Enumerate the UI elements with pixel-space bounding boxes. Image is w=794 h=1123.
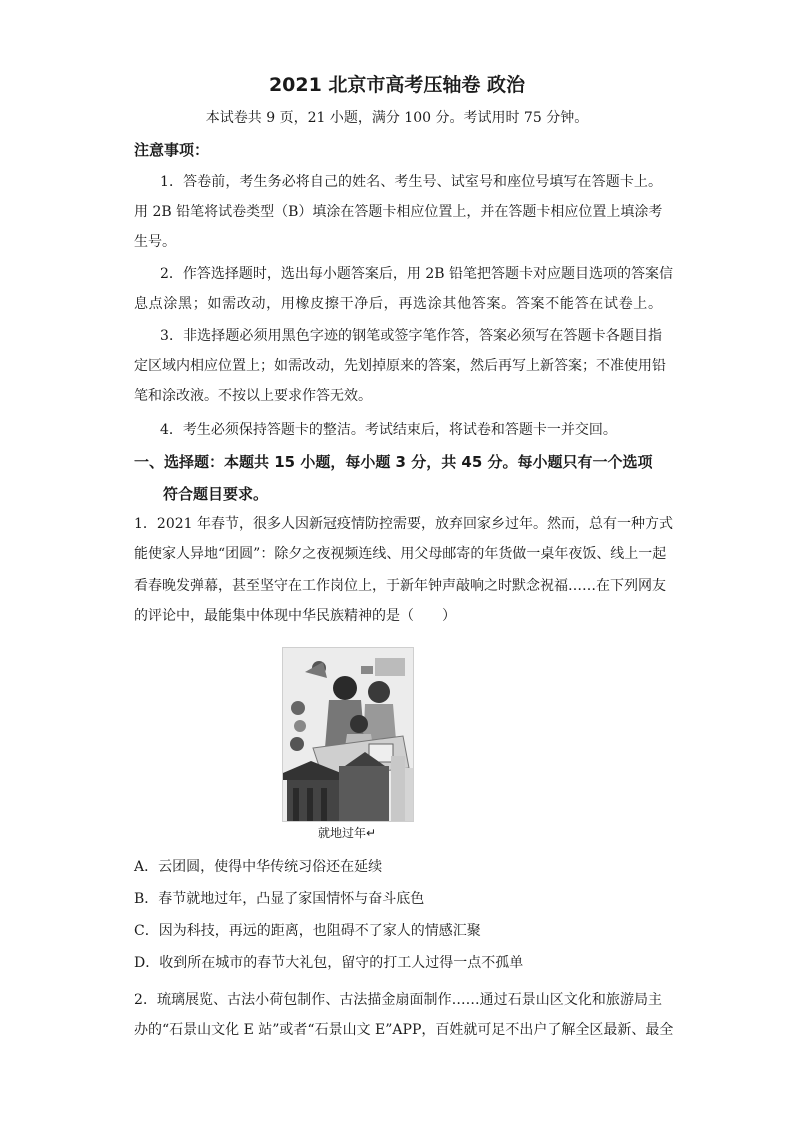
question-1-stem: 看春晚发弹幕，甚至坚守在工作岗位上，于新年钟声敲响之时默念祝福……在下列网友 xyxy=(134,578,666,594)
question-1-stem: 的评论中，最能集中体现中华民族精神的是（ ） xyxy=(134,608,456,624)
option-b: B．春节就地过年，凸显了家国情怀与奋斗底色 xyxy=(134,891,425,907)
question-2-stem: 办的“石景山文化 E 站”或者“石景山文 E”APP，百姓就可足不出户了解全区最新、最全 xyxy=(134,1022,674,1038)
option-d: D．收到所在城市的春节大礼包，留守的打工人过得一点不孤单 xyxy=(134,955,524,971)
exam-subtitle: 本试卷共 9 页，21 小题，满分 100 分。考试用时 75 分钟。 xyxy=(205,110,589,126)
notice-line: 笔和涂改液。不按以上要求作答无效。 xyxy=(134,388,372,404)
exam-title: 2021 北京市高考压轴卷 政治 xyxy=(268,74,526,96)
figure-caption: 就地过年↵ xyxy=(317,826,377,840)
section-heading: 一、选择题：本题共 15 小题，每小题 3 分，共 45 分。每小题只有一个选项 xyxy=(134,453,653,471)
notice-line: 4．考生必须保持答题卡的整洁。考试结束后，将试卷和答题卡一并交回。 xyxy=(160,422,617,438)
question-2-stem: 2．琉璃展览、古法小荷包制作、古法描金扇面制作……通过石景山区文化和旅游局主 xyxy=(134,992,662,1008)
family-new-year-illustration xyxy=(283,648,413,821)
notice-line: 息点涂黑；如需改动，用橡皮擦干净后，再选涂其他答案。答案不能答在试卷上。 xyxy=(134,296,662,312)
notice-line: 用 2B 铅笔将试卷类型（B）填涂在答题卡相应位置上，并在答题卡相应位置上填涂考 xyxy=(134,204,663,220)
section-heading-cont: 符合题目要求。 xyxy=(163,485,269,503)
notice-line: 1．答卷前，考生务必将自己的姓名、考生号、试室号和座位号填写在答题卡上。 xyxy=(160,174,662,190)
option-c: C．因为科技，再远的距离，也阻碍不了家人的情感汇聚 xyxy=(134,923,481,939)
notice-line: 2．作答选择题时，选出每小题答案后，用 2B 铅笔把答题卡对应题目选项的答案信 xyxy=(160,266,674,282)
question-1-stem: 1．2021 年春节，很多人因新冠疫情防控需要，放弃回家乡过年。然而，总有一种方式 xyxy=(134,516,673,532)
notice-line: 生号。 xyxy=(134,234,176,250)
question-1-stem: 能使家人异地“团圆”：除夕之夜视频连线、用父母邮寄的年货做一桌年夜饭、线上一起 xyxy=(134,546,667,562)
option-a: A．云团圆，使得中华传统习俗还在延续 xyxy=(134,859,383,875)
notice-line: 3．非选择题必须用黑色字迹的钢笔或签字笔作答，答案必须写在答题卡各题目指 xyxy=(160,328,662,344)
notice-heading: 注意事项： xyxy=(134,141,210,159)
question-1-illustration xyxy=(282,647,414,822)
notice-line: 定区域内相应位置上；如需改动，先划掉原来的答案，然后再写上新答案；不准使用铅 xyxy=(134,358,666,374)
